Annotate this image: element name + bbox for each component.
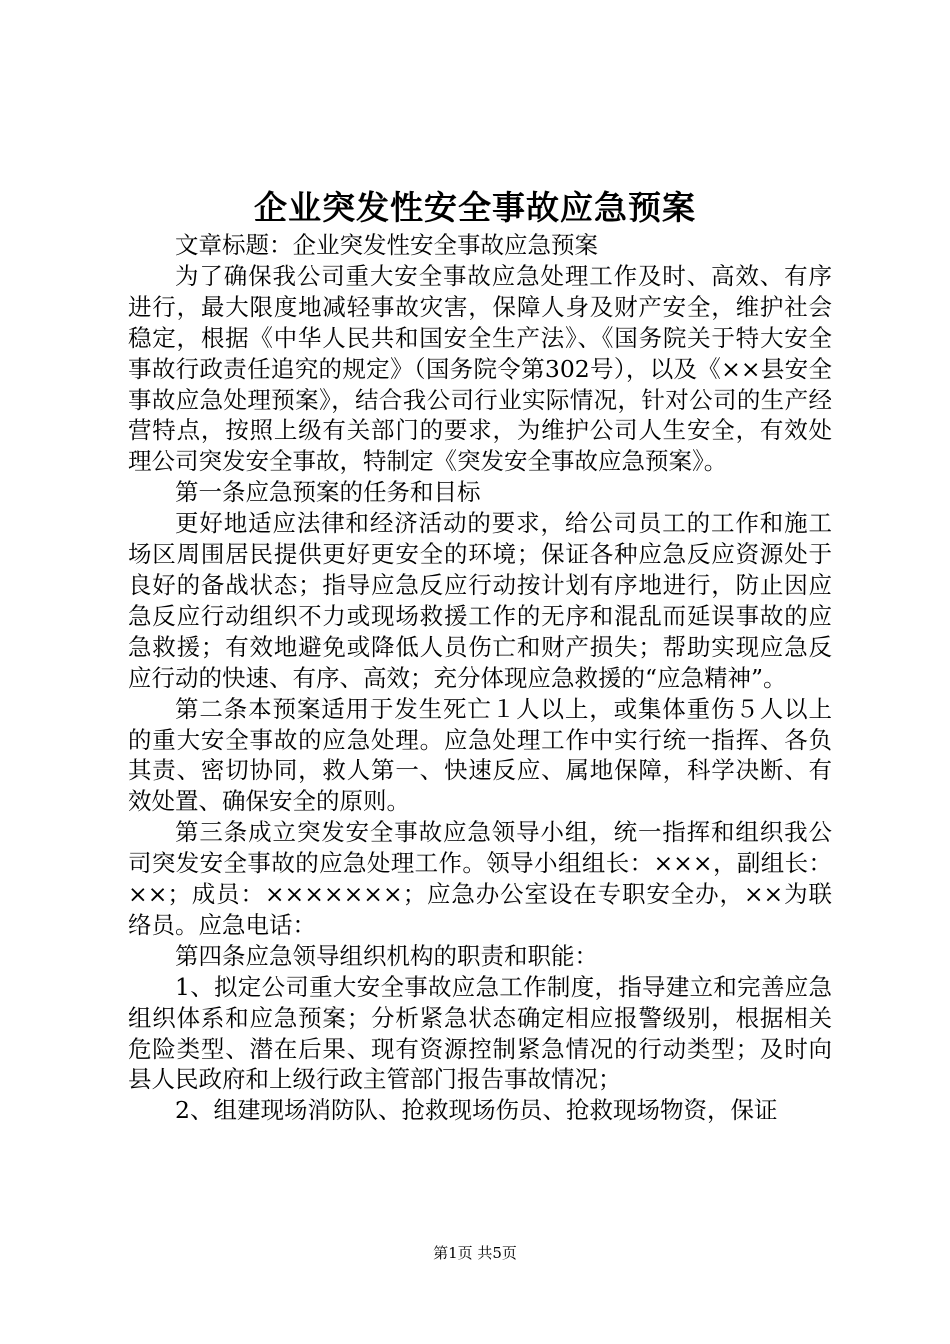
paragraph-article-2: 第二条本预案适用于发生死亡１人以上，或集体重伤５人以上的重大安全事故的应急处理。应急处理工作中实行统一指挥、各负其责、密切协同，救人第一、快速反应、属地保障，科学决断、有效处置、确保安全的原则。: [128, 694, 832, 816]
paragraph-article-title: 文章标题：企业突发性安全事故应急预案: [175, 231, 598, 259]
paragraph-article-4-heading: 第四条应急领导组织机构的职责和职能：: [175, 941, 598, 970]
document-title: 企业突发性安全事故应急预案: [254, 188, 696, 227]
paragraph-article-3: 第三条成立突发安全事故应急领导小组，统一指挥和组织我公司突发安全事故的应急处理工作。领导小组组长：×××，副组长：××；成员：×××××××；应急办公室设在专职安全办，××为联络员。应急电话：: [128, 818, 832, 939]
page-footer: 第1页 共5页: [433, 1244, 517, 1262]
document-body: [128, 230, 832, 1126]
paragraph-intro: 为了确保我公司重大安全事故应急处理工作及时、高效、有序进行，最大限度地减轻事故灾害，保障人身及财产安全，维护社会稳定，根据《中华人民共和国安全生产法》、《国务院关于特大安全事故行政责任追究的规定》（国务院令第302号），以及《××县安全事故应急处理预案》，结合我公司行业实际情况，针对公司的生产经营特点，按照上级有关部门的要求，为维护公司人生安全，有效处理公司突发安全事故，特制定《突发安全事故应急预案》。: [128, 261, 832, 476]
paragraph-item-2: 2、组建现场消防队、抢救现场伤员、抢救现场物资，保证: [175, 1096, 778, 1125]
paragraph-article-1-heading: 第一条应急预案的任务和目标: [175, 478, 481, 507]
paragraph-item-1: 1、拟定公司重大安全事故应急工作制度，指导建立和完善应急组织体系和应急预案；分析紧急状态确定相应报警级别，根据相关危险类型、潜在后果、现有资源控制紧急情况的行动类型；及时向县人民政府和上级行政主管部门报告事故情况；: [128, 972, 832, 1094]
paragraph-article-1-body: 更好地适应法律和经济活动的要求，给公司员工的工作和施工场区周围居民提供更好更安全的环境；保证各种应急反应资源处于良好的备战状态；指导应急反应行动按计划有序地进行，防止因应急反应行动组织不力或现场救援工作的无序和混乱而延误事故的应急救援；有效地避免或降低人员伤亡和财产损失；帮助实现应急反应行动的快速、有序、高效；充分体现应急救援的“应急精神”。: [128, 509, 832, 692]
